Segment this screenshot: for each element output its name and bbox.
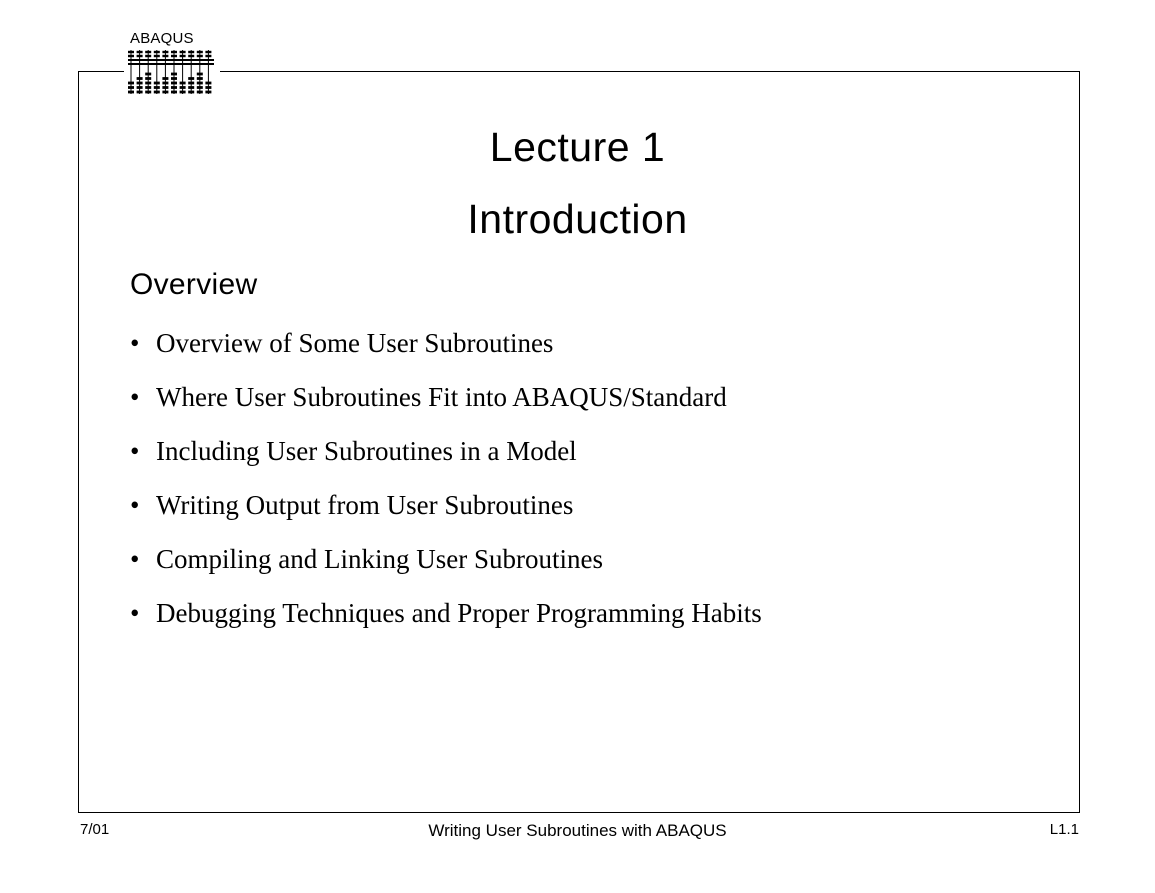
footer-course-title: Writing User Subroutines with ABAQUS (428, 821, 727, 840)
bullet-text: Including User Subroutines in a Model (156, 436, 577, 466)
bullet-item (130, 325, 762, 379)
bullet-item (130, 433, 762, 487)
section-heading: Overview (130, 268, 258, 301)
bullet-dot-icon: • (130, 490, 140, 520)
bullet-text: Writing Output from User Subroutines (156, 490, 574, 520)
bullet-item (130, 487, 762, 541)
logo-text: ABAQUS (130, 30, 194, 47)
bullet-dot-icon: • (130, 598, 140, 628)
bullet-item (130, 541, 762, 595)
abaqus-logo (124, 30, 220, 96)
bullet-text: Overview of Some User Subroutines (156, 328, 554, 358)
footer-date: 7/01 (80, 821, 110, 838)
bullet-text: Compiling and Linking User Subroutines (156, 544, 603, 574)
bullet-dot-icon: • (130, 436, 140, 466)
bullet-text: Where User Subroutines Fit into ABAQUS/Standard (156, 382, 727, 412)
footer-page-number: L1.1 (1049, 821, 1079, 838)
bullet-dot-icon: • (130, 382, 140, 412)
bullet-item (130, 379, 762, 433)
bullet-dot-icon: • (130, 544, 140, 574)
lecture-subtitle: Introduction (467, 196, 688, 242)
bullet-item (130, 595, 762, 649)
abacus-logo-icon (128, 50, 214, 96)
bullet-dot-icon: • (130, 328, 140, 358)
lecture-title: Lecture 1 (489, 124, 666, 170)
bullet-list (130, 325, 762, 649)
bullet-text: Debugging Techniques and Proper Programming Habits (156, 598, 762, 628)
